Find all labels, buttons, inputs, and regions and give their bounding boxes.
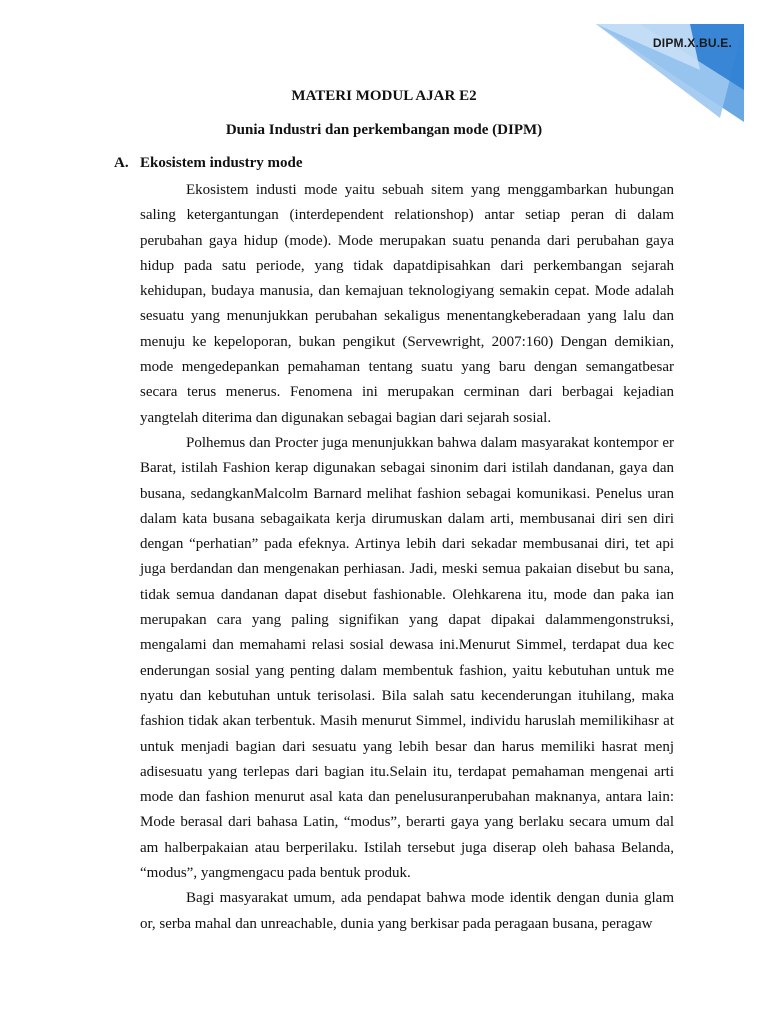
corner-decoration: [0, 0, 768, 140]
section-number: A.: [114, 155, 129, 171]
section-heading: [114, 155, 303, 172]
page-title: MATERI MODUL AJAR E2: [291, 88, 477, 104]
document-code: DIPM.X.BU.E.: [652, 36, 732, 50]
paragraph: Ekosistem industi mode yaitu sebuah sitem yang menggambarkan hubungan saling ketergantungan (interdependent relationshop) antar setiap peran di dalam perubahan gaya hidup (mode). Mode merupakan suatu penanda dari perubahan gaya hidup pada satu periode, yang tidak dapatdipisahkan dari perkembangan sejarah kehidupan, budaya manusia, dan kemajuan teknologiyang semakin cepat. Mode adalah sesuatu yang menunjukkan perubahan sekaligus menentangkeberadaan yang lalu dan menuju ke kepeloporan, bukan pengikut (Servewright, 2007:160) Dengan demikian, mode mengedepankan pemahaman tentang suatu yang baru dengan semangatbesar secara terus menerus. Fenomena ini merupakan cerminan dari berbagai kejadian yangtelah diterima dan digunakan sebagai bagian dari sejarah sosial.: [140, 182, 674, 426]
paragraph: Bagi masyarakat umum, ada pendapat bahwa mode identik dengan dunia glam or, serba mahal dan unreachable, dunia yang berkisar pada peragaan busana, peragaw: [140, 890, 674, 932]
page-subtitle: Dunia Industri dan perkembangan mode (DIPM): [225, 122, 543, 138]
paragraph: Polhemus dan Procter juga menunjukkan bahwa dalam masyarakat kontempor er Barat, istilah Fashion kerap digunakan sebagai sinonim dari istilah dandanan, gaya dan busana, sedangkanMalcolm Barnard melihat fashion sebagai komunikasi. Penelus uran dalam kata busana sebagaikata kerja dirumuskan dalam arti, membusanai diri sen diri dengan “perhatian” pada efeknya. Artinya lebih dari sekadar membusanai diri, tet api juga berdandan dan mengenakan perhiasan. Jadi, meski semua pakaian disebut bu sana, tidak semua dandanan dapat disebut fashionable. Olehkarena itu, mode dan paka ian merupakan cara yang paling signifikan yang dapat dipakai dalammengonstruksi, mengalami dan memahami relasi sosial dewasa ini.Menurut Simmel, terdapat dua kec enderungan sosial yang penting dalam membentuk fashion, yaitu kebutuhan untuk me nyatu dan kebutuhan untuk terisolasi. Bila salah satu kecenderungan ituhilang, maka fashion tidak akan terbentuk. Masih menurut Simmel, individu haruslah memilikihasr at untuk menjadi bagian dari sesuatu yang lebih besar dan harus memiliki hasrat menj adisesuatu yang terlepas dari bagian itu.Selain itu, terdapat pemahaman mengenai arti mode dan fashion menurut asal kata dan penelusuranperubahan maknanya, antara lain: Mode berasal dari bahasa Latin, “modus”, berarti gaya yang berlaku secara umum dal am halberpakaian atau berperilaku. Istilah tersebut juga diserap oleh bahasa Belanda, “modus”, yangmengacu pada bentuk produk.: [140, 434, 674, 882]
corner-triangles-graphic: [0, 0, 768, 140]
body-text: [140, 178, 674, 937]
section-title: Ekosistem industry mode: [140, 155, 303, 171]
